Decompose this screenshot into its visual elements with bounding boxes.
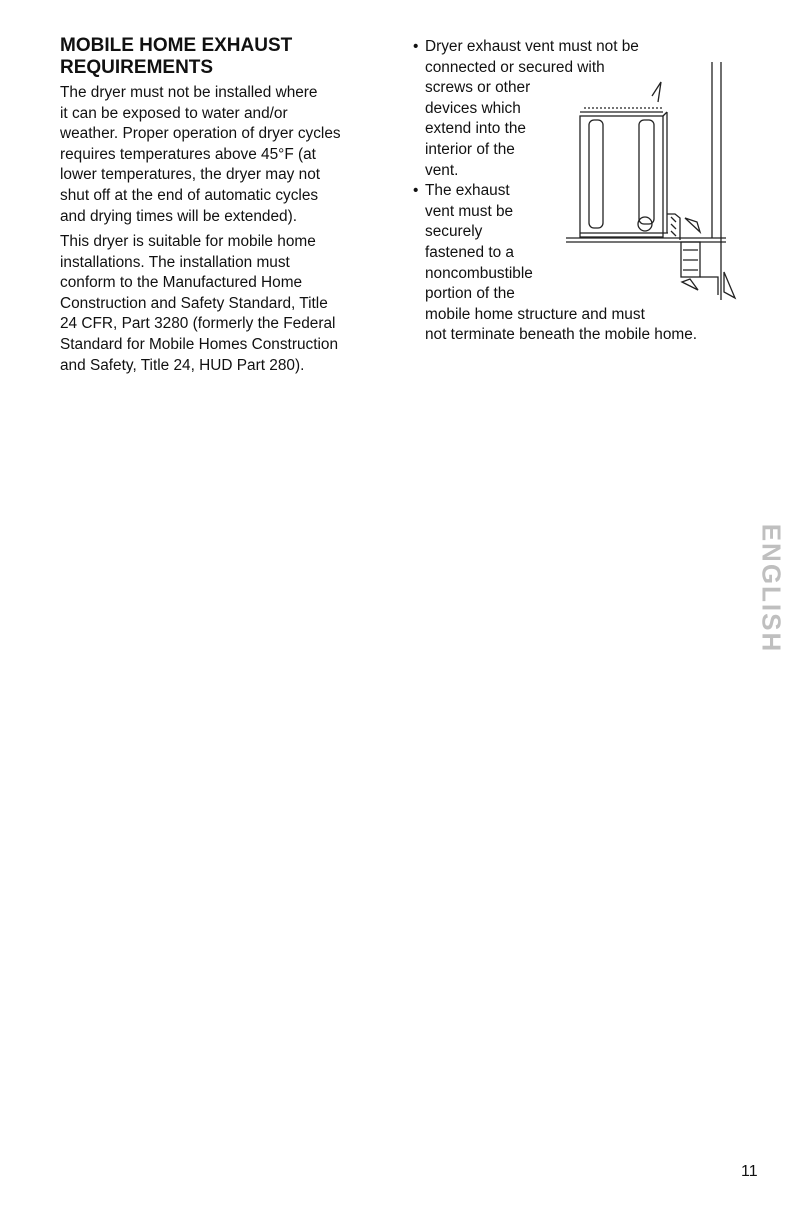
bullet-line: extend into the [425, 120, 526, 138]
bullet-line: noncombustible [425, 264, 533, 282]
text-line: it can be exposed to water and/or [60, 104, 288, 122]
text-line: and drying times will be extended). [60, 207, 297, 225]
text-line: weather. Proper operation of dryer cycles [60, 125, 341, 143]
bullet-marker: • [413, 38, 419, 55]
text-line: Standard for Mobile Homes Construction [60, 335, 339, 353]
bullet-marker: • [413, 182, 419, 200]
bullet-line: portion of the [425, 285, 515, 303]
bullet-line: • Dryer exhaust vent must not be [425, 37, 639, 58]
text-line: Construction and Safety Standard, Title [60, 294, 328, 312]
page-number: 11 [741, 1163, 758, 1180]
text-line: conform to the Manufactured Home [60, 274, 303, 292]
bullet-line: • The exhaust [425, 181, 510, 202]
vent-duct-exit [700, 277, 718, 295]
bullet-line: mobile home structure and must [425, 305, 645, 323]
airflow-arrow-lower [682, 279, 698, 290]
vent-ribs [671, 217, 676, 236]
bullet-line: not terminate beneath the mobile home. [425, 326, 698, 344]
bullet-line: screws or other [425, 79, 531, 97]
bullet-line: interior of the [425, 141, 515, 158]
bullet-line: devices which [425, 99, 521, 117]
text-line: lower temperatures, the dryer may not [60, 166, 321, 184]
language-side-tab [756, 496, 786, 680]
bullet-line: securely [425, 223, 483, 241]
bullet-line: fastened to a [425, 244, 514, 261]
pointer-arrow [652, 82, 661, 102]
bullet-line: connected or secured with [425, 58, 605, 76]
language-label: ENGLISH [756, 523, 787, 653]
bullet-line: vent must be [425, 202, 514, 220]
bullet-line: vent. [425, 161, 459, 179]
text-line: This dryer is suitable for mobile home [60, 233, 316, 250]
text-line: requires temperatures above 45°F (at [60, 145, 316, 163]
text-line: The dryer must not be installed where [60, 84, 318, 101]
text-line: shut off at the end of automatic cycles [60, 186, 319, 204]
dryer-door-right [639, 120, 654, 224]
heading-line-1: MOBILE HOME EXHAUST [60, 35, 293, 56]
text-line: and Safety, Title 24, HUD Part 280). [60, 356, 305, 374]
text-line: installations. The installation must [60, 253, 290, 271]
dryer-door-left [589, 120, 603, 228]
dryer-vent-illustration [0, 0, 790, 340]
airflow-arrow-outside [724, 272, 735, 298]
heading-line-2: REQUIREMENTS [60, 57, 214, 78]
duct-ribs [683, 250, 698, 270]
airflow-arrow-upper [685, 218, 700, 232]
text-line: 24 CFR, Part 3280 (formerly the Federal [60, 315, 336, 333]
